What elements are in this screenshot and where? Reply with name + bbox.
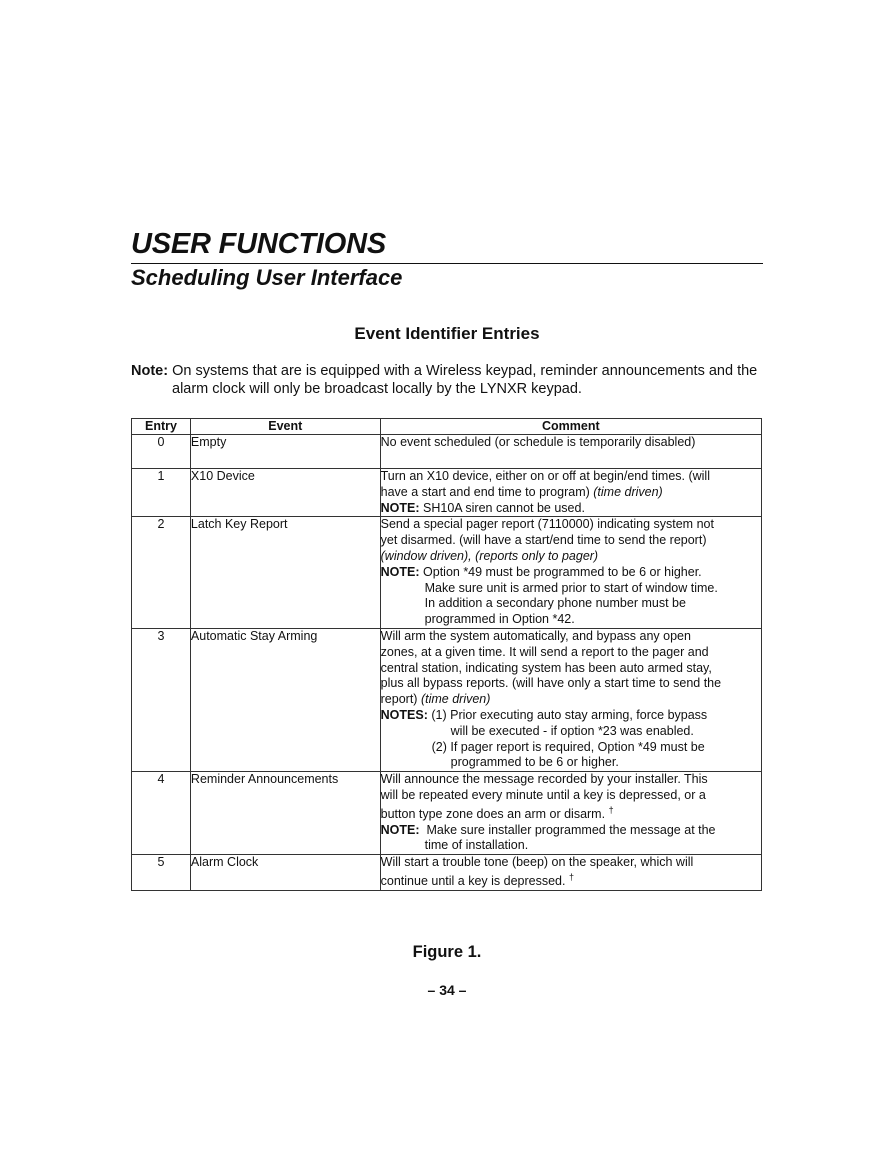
comment-line: Will arm the system automatically, and bypass any open xyxy=(380,628,691,643)
event-cell: Empty xyxy=(190,435,380,469)
note-label: NOTE: xyxy=(380,822,420,837)
comment-cell xyxy=(380,628,761,771)
comment-line xyxy=(381,804,761,823)
comment-cell xyxy=(380,469,761,517)
comment-line xyxy=(381,501,761,517)
comment-line: programmed in Option *42. xyxy=(424,612,575,627)
entry-cell: 2 xyxy=(132,517,191,629)
note-text-1: On systems that are is equipped with a Wireless keypad, reminder announcements and the xyxy=(172,363,758,379)
event-cell: X10 Device xyxy=(190,469,380,517)
comment-line: (window driven), (reports only to pager) xyxy=(380,548,599,563)
comment-text: Option *49 must be programmed to be 6 or higher. xyxy=(423,564,702,579)
table-row xyxy=(132,628,762,771)
table-row xyxy=(132,855,762,891)
time-driven-tag: (time driven) xyxy=(593,484,663,499)
note-line-2: alarm clock will only be broadcast locally by the LYNXR keypad. xyxy=(172,381,582,397)
comment-text: SH10A siren cannot be used. xyxy=(423,500,585,515)
comment-line: will be executed - if option *23 was enabled. xyxy=(450,723,694,738)
table-row xyxy=(132,435,762,469)
comment-line: Make sure unit is armed prior to start of window time. xyxy=(424,580,718,595)
comment-line xyxy=(381,565,761,581)
comment-cell xyxy=(380,855,761,891)
comment-text: report) xyxy=(380,692,418,707)
figure-caption: Figure 1. xyxy=(412,943,482,961)
header-entry: Entry xyxy=(132,419,191,435)
comment-line xyxy=(381,485,761,501)
note-block xyxy=(131,362,767,398)
comment-text: Make sure installer programmed the message at the xyxy=(426,822,716,837)
comment-line: yet disarmed. (will have a start/end time to send the report) xyxy=(380,533,707,548)
event-identifier-table xyxy=(131,418,762,891)
comment-line: plus all bypass reports. (will have only a start time to send the xyxy=(380,676,722,691)
table-heading: Event Identifier Entries xyxy=(354,324,540,343)
time-driven-tag: (time driven) xyxy=(420,692,491,707)
page-number: – 34 – xyxy=(427,982,467,998)
comment-line: central station, indicating system has been auto armed stay, xyxy=(380,660,712,675)
comment-line: Turn an X10 device, either on or off at begin/end times. (will xyxy=(380,469,710,483)
note-label: NOTE: xyxy=(380,564,420,579)
comment-line: In addition a secondary phone number must be xyxy=(424,596,686,611)
section-subtitle: Scheduling User Interface xyxy=(131,265,403,290)
table-row xyxy=(132,517,762,629)
note-line-1 xyxy=(131,362,767,380)
comment-cell xyxy=(380,772,761,855)
entry-cell: 1 xyxy=(132,469,191,517)
event-cell: Latch Key Report xyxy=(190,517,380,629)
entry-cell: 0 xyxy=(132,435,191,469)
comment-line: Will announce the message recorded by your installer. This xyxy=(380,772,708,787)
entry-cell: 4 xyxy=(132,772,191,855)
comment-text: button type zone does an arm or disarm. xyxy=(380,806,606,821)
comment-line: programmed to be 6 or higher. xyxy=(450,755,619,770)
comment-line: time of installation. xyxy=(424,838,529,853)
comment-line: will be repeated every minute until a key is depressed, or a xyxy=(380,787,706,802)
header-comment: Comment xyxy=(380,419,761,435)
header-event: Event xyxy=(190,419,380,435)
event-cell: Reminder Announcements xyxy=(190,772,380,855)
note-label: NOTE: xyxy=(380,500,420,515)
notes-label: NOTES: xyxy=(380,707,428,722)
comment-line: zones, at a given time. It will send a report to the pager and xyxy=(380,644,709,659)
dagger-mark: † xyxy=(608,804,614,815)
comment-text: continue until a key is depressed. xyxy=(380,873,566,888)
note-label: Note: xyxy=(131,363,169,379)
table-header-row xyxy=(132,419,762,435)
dagger-mark: † xyxy=(568,871,574,882)
section-title: USER FUNCTIONS xyxy=(131,228,386,260)
comment-line: No event scheduled (or schedule is temporarily disabled) xyxy=(380,435,696,449)
comment-text: (1) Prior executing auto stay arming, force bypass xyxy=(431,707,708,722)
comment-line: (2) If pager report is required, Option *49 must be xyxy=(431,739,705,754)
table-row xyxy=(132,469,762,517)
comment-cell xyxy=(380,517,761,629)
comment-line xyxy=(381,692,761,708)
entry-cell: 5 xyxy=(132,855,191,891)
event-cell: Alarm Clock xyxy=(190,855,380,891)
entry-cell: 3 xyxy=(132,628,191,771)
comment-cell xyxy=(380,435,761,469)
comment-line xyxy=(381,823,761,839)
title-rule xyxy=(131,263,763,264)
comment-text: have a start and end time to program) xyxy=(380,484,590,499)
comment-line xyxy=(381,871,761,890)
table-row xyxy=(132,772,762,855)
comment-line: Send a special pager report (7110000) indicating system not xyxy=(380,517,714,532)
comment-line xyxy=(381,708,761,724)
event-cell: Automatic Stay Arming xyxy=(190,628,380,771)
comment-line: Will start a trouble tone (beep) on the speaker, which will xyxy=(380,855,694,870)
